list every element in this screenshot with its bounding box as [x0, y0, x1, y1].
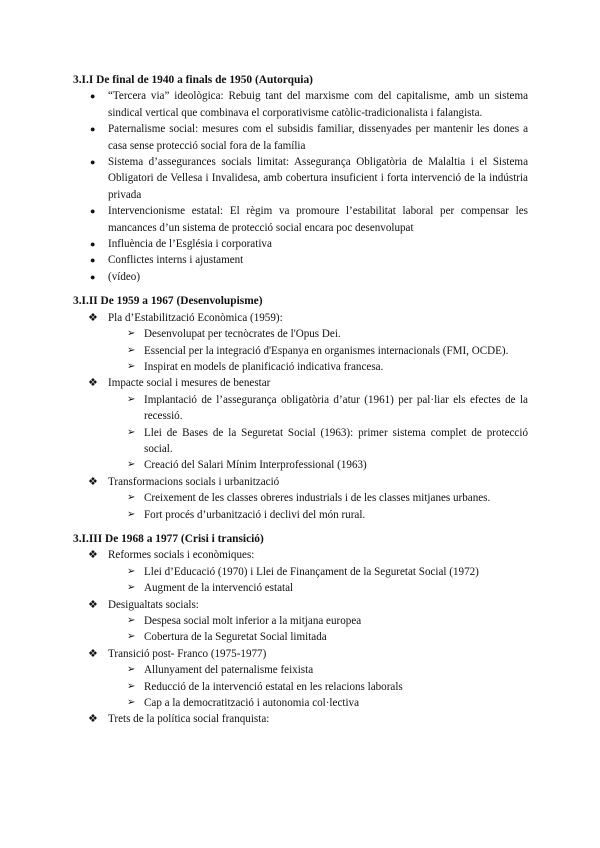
diamond-bullet-icon: ❖ [88, 647, 98, 660]
list-item-text: Intervencionisme estatal: El règim va promoure l’estabilitat laboral per compensar les mancances d’un sistema de protecció social encara poc desenvolupat [108, 205, 528, 234]
section-desenvolupisme [73, 293, 528, 523]
diamond-bullet-icon: ❖ [88, 311, 98, 324]
arrow-bullet-icon: ➢ [127, 492, 136, 504]
sub-list-item: ➢ Llei d’Educació (1970) i Llei de Finançament de la Seguretat Social (1972) [73, 564, 528, 580]
bullet-icon: ● [90, 91, 96, 102]
list-item [73, 88, 528, 121]
arrow-bullet-icon: ➢ [127, 631, 136, 643]
sub-list-item: ➢ Llei de Bases de la Seguretat Social (1963): primer sistema complet de protecció social. [127, 426, 528, 455]
arrow-bullet-icon: ➢ [127, 565, 136, 577]
list-item [73, 203, 528, 236]
list-group-label: ❖ Transició post- Franco (1975-1977) [73, 646, 528, 662]
sub-list-item: ➢ Fort procés d’urbanització i declivi del món rural. [73, 507, 528, 523]
section-heading: 3.I.III De 1968 a 1977 (Crisi i transició) [73, 532, 264, 545]
list-group-label: ❖ Impacte social i mesures de benestar [73, 375, 528, 391]
sub-list-item: ➢ Augment de la intervenció estatal [73, 580, 528, 596]
sub-list-item: ➢ Cobertura de la Seguretat Social limitada [73, 629, 528, 645]
diamond-bullet-icon: ❖ [88, 713, 98, 726]
arrow-bullet-icon: ➢ [127, 459, 136, 471]
arrow-bullet-icon: ➢ [127, 582, 136, 594]
section-crisi-transicio [73, 531, 528, 728]
list-group-label: ❖ Pla d’Estabilització Econòmica (1959): [73, 310, 528, 326]
arrow-bullet-icon: ➢ [127, 664, 136, 676]
arrow-bullet-icon: ➢ [127, 508, 136, 520]
list-group-label: ❖ Trets de la política social franquista: [73, 711, 528, 727]
list-item [73, 236, 528, 252]
list-item-text: Sistema d’assegurances socials limitat: Assegurança Obligatòria de Malaltia i el Sistema Obligatori de Vellesa i Invalidesa, amb cobertura insuficient i forta intervenció de la indústria privada [108, 156, 528, 201]
arrow-bullet-icon: ➢ [127, 680, 136, 692]
section-heading: 3.I.II De 1959 a 1967 (Desenvolupisme) [73, 295, 263, 308]
bullet-icon: ● [90, 157, 96, 168]
bullet-icon: ● [90, 124, 96, 135]
arrow-bullet-icon: ➢ [127, 393, 136, 405]
bullet-icon: ● [90, 206, 96, 217]
sub-list-item: ➢ Inspirat en models de planificació indicativa francesa. [73, 359, 528, 375]
arrow-bullet-icon: ➢ [127, 615, 136, 626]
list-group-label: ❖ Desigualtats socials: [73, 597, 528, 613]
diamond-bullet-icon: ❖ [88, 598, 98, 611]
bullet-icon: ● [90, 255, 96, 266]
arrow-bullet-icon: ➢ [127, 697, 136, 709]
list-item-text: (vídeo) [108, 270, 141, 283]
list-item-text: Paternalisme social: mesures com el subsidis familiar, dissenyades per mantenir les dones a casa sense protecció social fora de la família [108, 123, 528, 152]
list-item [73, 121, 528, 154]
document-content [73, 72, 528, 736]
list-item-text: Conflictes interns i ajustament [108, 254, 244, 267]
diamond-bullet-icon: ❖ [88, 549, 98, 562]
sub-list-item: ➢ Desenvolupat per tecnòcrates de l'Opus Dei. [73, 326, 528, 342]
list-item [73, 269, 528, 285]
sub-list-item: ➢ Allunyament del paternalisme feixista [73, 662, 528, 678]
list-item-text: Influència de l’Església i corporativa [108, 238, 272, 251]
sub-list-item: ➢ Creixement de les classes obreres industrials i de les classes mitjanes urbanes. [73, 490, 528, 506]
arrow-bullet-icon: ➢ [127, 360, 136, 372]
sub-list-item: ➢ Creació del Salari Mínim Interprofessional (1963) [73, 457, 528, 473]
arrow-bullet-icon: ➢ [127, 328, 136, 340]
diamond-bullet-icon: ❖ [88, 475, 98, 488]
section-heading: 3.I.I De final de 1940 a finals de 1950 (Autorquia) [73, 74, 313, 86]
list-item [73, 252, 528, 268]
arrow-bullet-icon: ➢ [127, 344, 136, 356]
arrow-bullet-icon: ➢ [127, 426, 136, 438]
bullet-icon: ● [90, 271, 96, 282]
bullet-icon: ● [90, 239, 96, 250]
sub-list-item: ➢ Despesa social molt inferior a la mitjana europea [73, 613, 528, 629]
list-item [73, 154, 528, 203]
sub-list-item: ➢ Cap a la democratització i autonomia col·lectiva [73, 695, 528, 711]
list-group-label: ❖ Transformacions socials i urbanització [73, 474, 528, 490]
sub-list-item: ➢ Reducció de la intervenció estatal en les relacions laborals [73, 679, 528, 695]
diamond-bullet-icon: ❖ [88, 377, 98, 390]
section-autarquia [73, 72, 528, 285]
list-item-text: “Tercera via” ideològica: Rebuig tant del marxisme com del capitalisme, amb un sistema sindical vertical que combinava el corporativisme catòlic-tradicionalista i falangista. [108, 90, 528, 119]
sub-list-item: ➢ Essencial per la integració d'Espanya en organismes internacionals (FMI, OCDE). [73, 343, 528, 359]
sub-list-item: ➢ Implantació de l’assegurança obligatòria d’atur (1961) per pal·liar els efectes de la recessió. [127, 393, 528, 423]
list-group-label: ❖ Reformes socials i econòmiques: [73, 547, 528, 563]
